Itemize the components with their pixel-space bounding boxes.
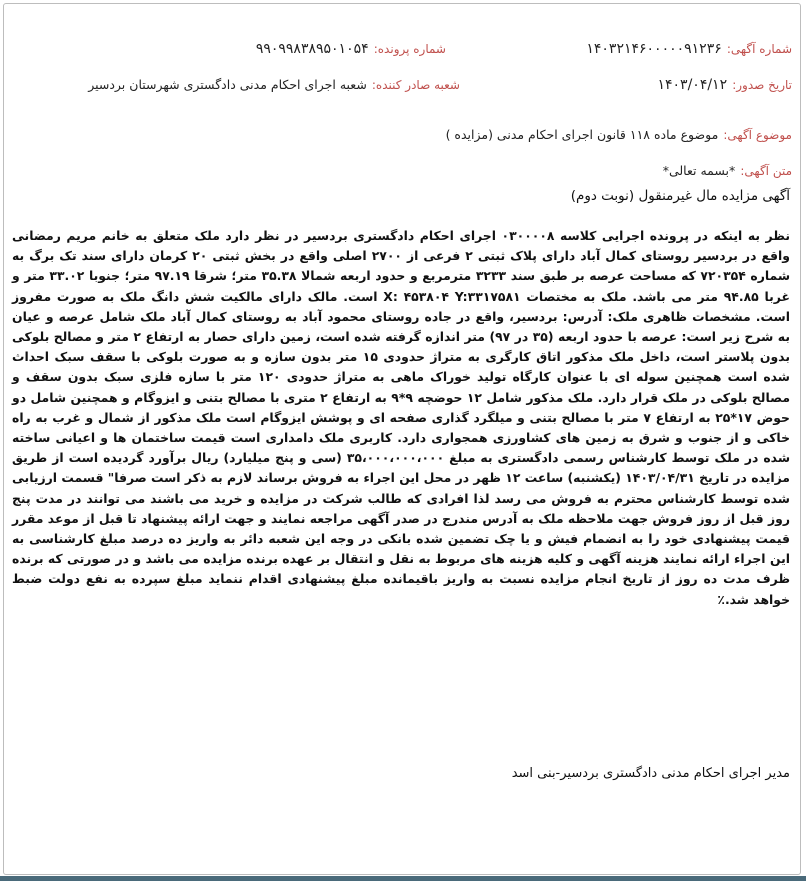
notice-body: نظر به اینکه در پرونده اجرایی کلاسه ۰۳۰۰۰۰۸ اجرای احکام دادگستری بردسیر در نظر دارد ملک متعلق به خانم مریم رمضانی واقع در بردسیر روستای کمال آباد دارای پلاک ثبتی ۲ فرعی از ۲۷۰۰ اصلی واقع در بخش ثبتی ۲۰ کرمان دارای سند تک برگ به شماره ۷۲۰۳۵۴ که مساحت عرصه بر طبق سند ۳۲۳۳ مترمربع و حدود اربعه شمالا ۳۵.۳۸ متر؛ شرقا ۹۷.۱۹ متر؛ جنوبا ۳۳.۰۲ متر و غربا ۹۴.۸۵ متر می باشد. ملک به مختصات X: ۴۵۳۸۰۴ Y:۳۳۱۷۵۸۱ است. مالک دارای مالکیت شش دانگ ملک به صورت مفروز است. مشخصات ظاهری ملک: آدرس: بردسیر، واقع در جاده روستای محمود آباد به روستای کمال آباد ملک شامل عرصه و عیان به شرح زیر است: عرصه با حدود اربعه (۳۵ در ۹۷) متر اندازه گرفته شده است، زمین دارای حصار به ارتفاع ۲ متر و مصالح بلوکی بدون پلاستر است، داخل ملک مذکور اتاق کارگری به متراژ حدودی ۱۵ متر بدون سازه و به صورت بلوکی با سقف سبک احداث شده است همچنین سوله ای با عنوان کارگاه تولید خوراک ماهی به متراژ حدودی ۱۲۰ متر با سازه فلزی سبک بدون سقف و مصالح بلوکی در ملک قرار دارد. ملک مذکور شامل ۱۲ حوضچه ۹*۹ به ارتفاع ۲ متری با مصالح بتنی و ایزوگام و همچنین شامل دو حوض ۱۷*۲۵ به ارتفاع ۷ متر با مصالح بتنی و میلگرد گذاری صفحه ای و پوشش ایزوگام است ملک مذکور از شمال و غرب به راه خاکی و از جنوب و شرق به زمین های کشاورزی همجواری دارد. کاربری ملک دامداری است قیمت ساختمان ها و اعیانی ساخته شده در ملک توسط کارشناس رسمی دادگستری به مبلغ ۳۵،۰۰۰،۰۰۰،۰۰۰ (سی و پنج میلیارد) ریال برآورد گردیده است از طریق مزایده در تاریخ ۱۴۰۳/۰۴/۳۱ (یکشنبه) ساعت ۱۲ ظهر در محل این اجراء به فروش برساند لازم به ذکر است صرفا" قسمت ارزیابی شده توسط کارشناس محترم به فروش می رسد لذا افرادی که طالب شرکت در مزایده و خرید می باشند می توانند در مدت پنج روز قبل از روز فروش جهت ملاحظه ملک به آدرس مندرج در صدر آگهی مراجعه نمایند و جهت ارائه پیشنهاد تا قبل از موعد مقرر قیمت پیشنهادی خود را به انضمام فیش و یا چک تضمین شده بانکی در وجه این شعبه دائر به واریز ده درصد مبلغ کارشناسی به این اجراء ارائه نمایند هزینه آگهی و کلیه هزینه های مربوط به نقل و انتقال بر عهده برنده مزایده می باشد و در صورتی که برنده ظرف مدت ده روز از تاریخ انجام مزایده نسبت به واریز باقیمانده مبلغ پیشنهادی اقدام ننماید مبلغ سپرده به نفع دولت ضبط خواهد شد.٪ bbox=[12, 228, 791, 607]
signature: مدیر اجرای احکام مدنی دادگستری بردسیر-بنی اسد bbox=[511, 766, 790, 781]
issue-date-row bbox=[658, 74, 793, 93]
file-number-label: شماره پرونده: bbox=[373, 42, 446, 56]
issuer-row bbox=[88, 74, 460, 93]
issuer-value: شعبه اجرای احکام مدنی دادگستری شهرستان بردسیر bbox=[88, 77, 367, 92]
subject-value: موضوع ماده ۱۱۸ قانون اجرای احکام مدنی (مزایده ) bbox=[445, 127, 719, 142]
text-row bbox=[663, 160, 792, 179]
notice-title: آگهی مزایده مال غیرمنقول (نوبت دوم) bbox=[570, 188, 790, 204]
subject-label: موضوع آگهی: bbox=[723, 128, 792, 142]
issue-date-label: تاریخ صدور: bbox=[732, 78, 792, 92]
text-label: متن آگهی: bbox=[740, 164, 792, 178]
file-number-row bbox=[256, 38, 446, 57]
bottom-bar bbox=[0, 876, 806, 881]
issuer-label: شعبه صادر کننده: bbox=[371, 78, 460, 92]
ad-number-value: ۱۴۰۳۲۱۴۶۰۰۰۰۰۹۱۲۳۶ bbox=[586, 41, 722, 57]
ad-number-label: شماره آگهی: bbox=[726, 42, 792, 56]
file-number-value: ۹۹۰۹۹۸۳۸۹۵۰۱۰۵۴ bbox=[255, 41, 369, 57]
subject-row bbox=[446, 124, 792, 143]
ad-number-row bbox=[586, 38, 792, 57]
text-opening: *بسمه تعالی* bbox=[662, 163, 736, 178]
issue-date-value: ۱۴۰۳/۰۴/۱۲ bbox=[657, 77, 728, 93]
